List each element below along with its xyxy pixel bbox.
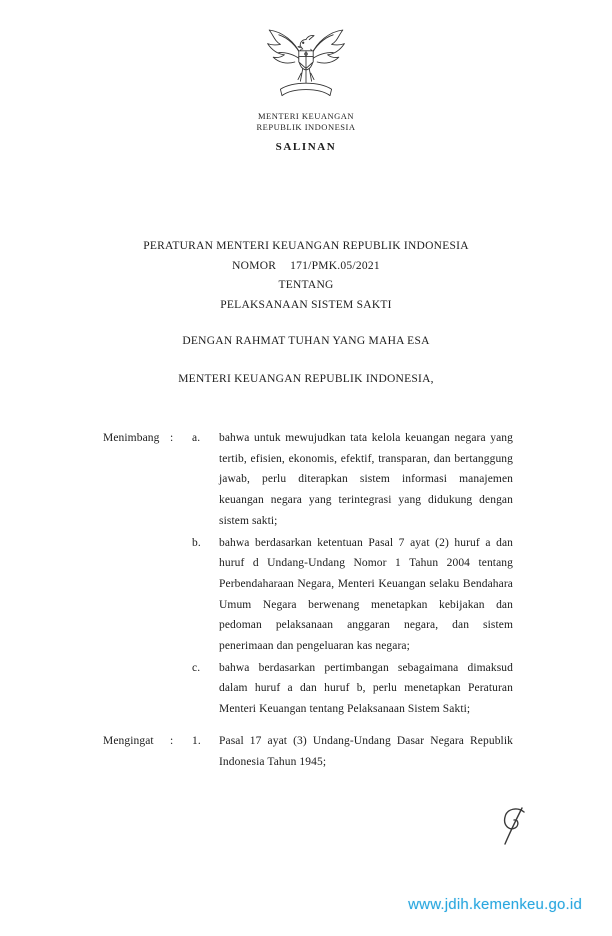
regulation-subject: PELAKSANAAN SISTEM SAKTI	[220, 298, 392, 311]
mengingat-label: Mengingat	[103, 734, 154, 747]
nomor-value: 171/PMK.05/2021	[290, 259, 380, 272]
ministry-name-line1: MENTERI KEUANGAN	[257, 111, 355, 121]
regulation-number	[0, 257, 612, 277]
ministry-name-line2: REPUBLIK INDONESIA	[256, 122, 356, 132]
clause-row	[103, 658, 513, 720]
nomor-label: NOMOR	[232, 259, 277, 272]
item-marker: 1.	[192, 734, 201, 747]
clause-row	[103, 428, 513, 532]
issuer-line: MENTERI KEUANGAN REPUBLIK INDONESIA,	[178, 372, 434, 385]
item-text: Pasal 17 ayat (3) Undang-Undang Dasar Negara Republik Indonesia Tahun 1945;	[219, 734, 513, 768]
document-body	[103, 427, 513, 772]
item-text: bahwa untuk mewujudkan tata kelola keuangan negara yang tertib, efisien, ekonomis, efektif, transparan, dan bertanggung jawab, perlu diterapkan sistem informasi manajemen keuangan negara yang terintegrasi yang didukung dengan sistem sakti;	[219, 432, 513, 527]
item-text: bahwa berdasarkan pertimbangan sebagaimana dimaksud dalam huruf a dan huruf b, perlu menetapkan Peraturan Menteri Keuangan tentang Pelaksanaan Sistem Sakti;	[219, 661, 513, 716]
item-marker: a.	[192, 432, 201, 444]
handwritten-initial-mark	[498, 806, 532, 846]
mengingat-separator: :	[170, 734, 174, 747]
copy-stamp: SALINAN	[275, 141, 337, 153]
menimbang-section	[103, 428, 513, 720]
invocation-line: DENGAN RAHMAT TUHAN YANG MAHA ESA	[182, 335, 430, 348]
tentang-label: TENTANG	[278, 279, 334, 292]
letterhead	[0, 22, 612, 153]
jdih-website-link[interactable]: www.jdih.kemenkeu.go.id	[408, 896, 582, 913]
clause-row	[103, 533, 513, 657]
item-text: bahwa berdasarkan ketentuan Pasal 7 ayat (2) huruf a dan huruf d Undang-Undang Nomor 1 Tahun 2004 tentang Perbendaharaan Negara, Menteri Keuangan selaku Bendahara Umum Negara berwenang menetapkan kebijakan dan pedoman pelaksanaan anggaran negara, dan sistem penerimaan dan pengeluaran kas negara;	[219, 536, 513, 653]
item-marker: b.	[192, 536, 201, 549]
menimbang-separator: :	[170, 432, 174, 444]
title-block	[0, 237, 612, 390]
clause-row	[103, 731, 513, 772]
menimbang-label: Menimbang	[103, 432, 160, 444]
item-marker: c.	[192, 661, 201, 674]
regulation-title: PERATURAN MENTERI KEUANGAN REPUBLIK INDONESIA	[143, 240, 469, 252]
mengingat-section	[103, 731, 513, 772]
garuda-pancasila-emblem	[266, 22, 346, 106]
